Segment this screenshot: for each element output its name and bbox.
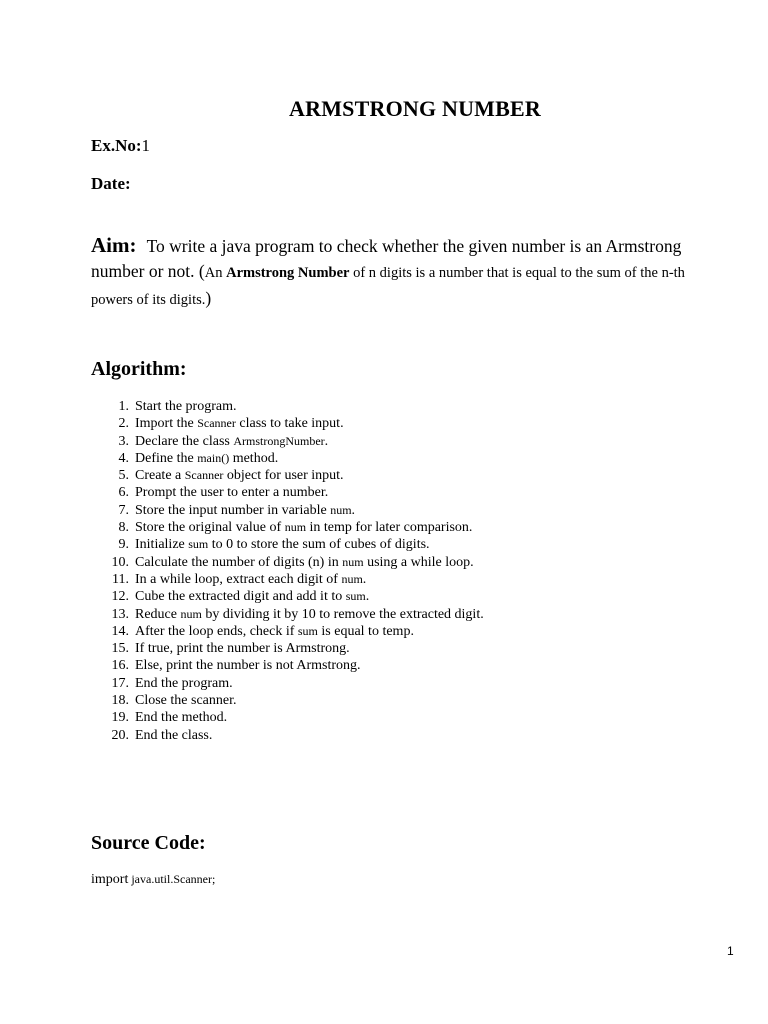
algorithm-step [91, 398, 484, 415]
source-code-heading: Source Code: [91, 832, 206, 854]
step-text-part: End the program [135, 675, 230, 691]
step-text-part: Calculate the number of digits (n) in [135, 554, 343, 570]
document-title: ARMSTRONG NUMBER [289, 96, 541, 121]
step-number: 17. [111, 675, 129, 691]
step-code-term: num [330, 502, 352, 517]
step-text-part: Start the program [135, 399, 233, 414]
algorithm-step [91, 519, 484, 536]
algorithm-step [91, 606, 484, 623]
step-text [135, 467, 344, 484]
step-text [135, 433, 328, 450]
import-package: java.util.Scanner; [128, 872, 216, 886]
step-number: 13. [111, 606, 129, 622]
step-text [135, 398, 236, 415]
algorithm-step [91, 484, 484, 501]
step-code-term: num [284, 520, 307, 535]
step-number: 12. [111, 589, 129, 605]
step-text [135, 554, 474, 571]
step-text-part: is equal to temp. [317, 623, 414, 639]
step-text-part: Prompt the user to enter a number [135, 485, 325, 501]
step-text-part: . [232, 693, 237, 709]
aim-text: To write a java program to check whether the given number is an Armstrong number or not. ( [91, 236, 682, 281]
step-text [135, 484, 328, 501]
step-text [135, 692, 236, 709]
step-number: 7. [118, 502, 129, 518]
step-number: 19. [111, 710, 129, 726]
aim-paragraph [91, 233, 721, 313]
algorithm-heading: Algorithm: [91, 358, 187, 380]
step-text [135, 588, 369, 605]
step-code-term: Scanner [197, 416, 236, 431]
step-text-part: End the method [135, 710, 224, 726]
step-code-term: num [342, 554, 364, 569]
step-text [135, 640, 350, 657]
step-text-part: . [324, 485, 329, 501]
step-text-part: . [324, 433, 329, 449]
step-text-part: . [346, 641, 350, 657]
step-number: 5. [118, 468, 129, 484]
step-number: 20. [111, 727, 129, 743]
step-code-term: num [180, 606, 202, 621]
date-label: Date: [91, 174, 131, 193]
step-text-part: . [351, 502, 356, 518]
algorithm-step [91, 623, 484, 640]
step-number: 10. [111, 554, 129, 570]
step-text-part: object for user input. [223, 468, 344, 484]
algorithm-step [91, 433, 484, 450]
step-text-part: Close the scanner [135, 693, 233, 709]
aim-definition-term: Armstrong Number [226, 265, 350, 281]
step-text [135, 450, 278, 467]
step-text [135, 606, 484, 623]
step-text-part: Else, print the number is not Armstrong [135, 658, 358, 674]
step-text-part: . [232, 399, 237, 414]
step-text-part: After the loop ends, check if [135, 623, 298, 639]
algorithm-step [91, 588, 484, 605]
algorithm-step [91, 467, 484, 484]
algorithm-step [91, 727, 484, 744]
algorithm-step [91, 571, 484, 588]
step-text [135, 727, 212, 744]
step-text-part: using a while loop. [363, 554, 474, 570]
step-text [135, 536, 430, 553]
step-text-part: to 0 to store the sum of cubes of digits. [208, 537, 430, 553]
algorithm-step [91, 415, 484, 432]
step-text-part: In a while loop, extract each digit of [135, 571, 342, 587]
step-code-term: sum [345, 589, 366, 604]
step-text-part: End the class [135, 727, 209, 743]
step-number: 15. [111, 641, 129, 657]
step-number: 8. [118, 520, 129, 536]
exercise-number-value: 1 [141, 136, 151, 155]
step-text-part: . [223, 710, 228, 726]
import-statement [91, 872, 215, 888]
algorithm-step [91, 554, 484, 571]
step-code-term: ArmstrongNumber [233, 433, 325, 448]
step-text-part: Define the [135, 450, 198, 466]
algorithm-step [91, 709, 484, 726]
exercise-number [91, 136, 150, 156]
step-text-part: Cube the extracted digit and add it to [135, 589, 346, 605]
algorithm-step [91, 502, 484, 519]
step-code-term: main() [197, 450, 230, 465]
step-code-term: sum [297, 623, 318, 638]
algorithm-step [91, 692, 484, 709]
algorithm-step [91, 640, 484, 657]
step-text-part: Store the original value of [135, 520, 285, 536]
step-number: 3. [118, 433, 129, 449]
step-text [135, 623, 414, 640]
algorithm-step [91, 450, 484, 467]
step-number: 6. [118, 485, 129, 501]
step-text-part: Import the [135, 416, 198, 432]
aim-close-paren: ) [205, 288, 212, 308]
step-text-part: . [229, 675, 233, 691]
step-text-part: Store the input number in variable [135, 502, 331, 518]
step-text-part: by dividing it by 10 to remove the extracted digit. [201, 606, 484, 622]
step-text [135, 519, 472, 536]
step-number: 4. [118, 450, 129, 466]
step-code-term: Scanner [184, 468, 224, 483]
exercise-number-label: Ex.No: [91, 136, 142, 155]
aim-definition-text: of n digits is a number that is equal to the sum of the n-th powers of its digits. [91, 265, 685, 308]
algorithm-step [91, 675, 484, 692]
step-text [135, 675, 233, 692]
step-text-part: . [365, 589, 370, 605]
step-number: 11. [112, 571, 129, 587]
step-number: 18. [111, 693, 129, 709]
step-text-part: If true, print the number is Armstrong [135, 641, 347, 657]
step-text-part: Declare the class [135, 433, 234, 449]
step-code-term: sum [188, 537, 209, 552]
step-number: 16. [111, 658, 129, 674]
page-number: 1 [727, 944, 734, 958]
step-code-term: num [341, 571, 363, 586]
step-text [135, 502, 355, 519]
aim-definition-start: An [204, 265, 227, 281]
import-keyword: import [91, 872, 129, 887]
step-text-part: Initialize [135, 537, 189, 553]
step-text [135, 415, 344, 432]
step-text-part: Reduce [135, 606, 181, 622]
step-text-part: . [362, 571, 367, 587]
aim-label: Aim: [91, 233, 137, 257]
step-number: 1. [118, 399, 129, 414]
algorithm-step [91, 657, 484, 674]
step-text [135, 709, 227, 726]
step-number: 9. [118, 537, 129, 553]
step-text-part: method. [229, 450, 279, 466]
algorithm-step [91, 536, 484, 553]
algorithm-steps [91, 398, 484, 744]
step-number: 2. [118, 416, 129, 432]
step-text-part: in temp for later comparison. [306, 520, 473, 536]
step-text-part: class to take input. [235, 416, 344, 432]
step-text [135, 571, 366, 588]
step-number: 14. [111, 623, 129, 639]
step-text-part: . [208, 727, 213, 743]
step-text [135, 657, 361, 674]
step-text-part: . [357, 658, 361, 674]
step-text-part: Create a [135, 468, 185, 484]
